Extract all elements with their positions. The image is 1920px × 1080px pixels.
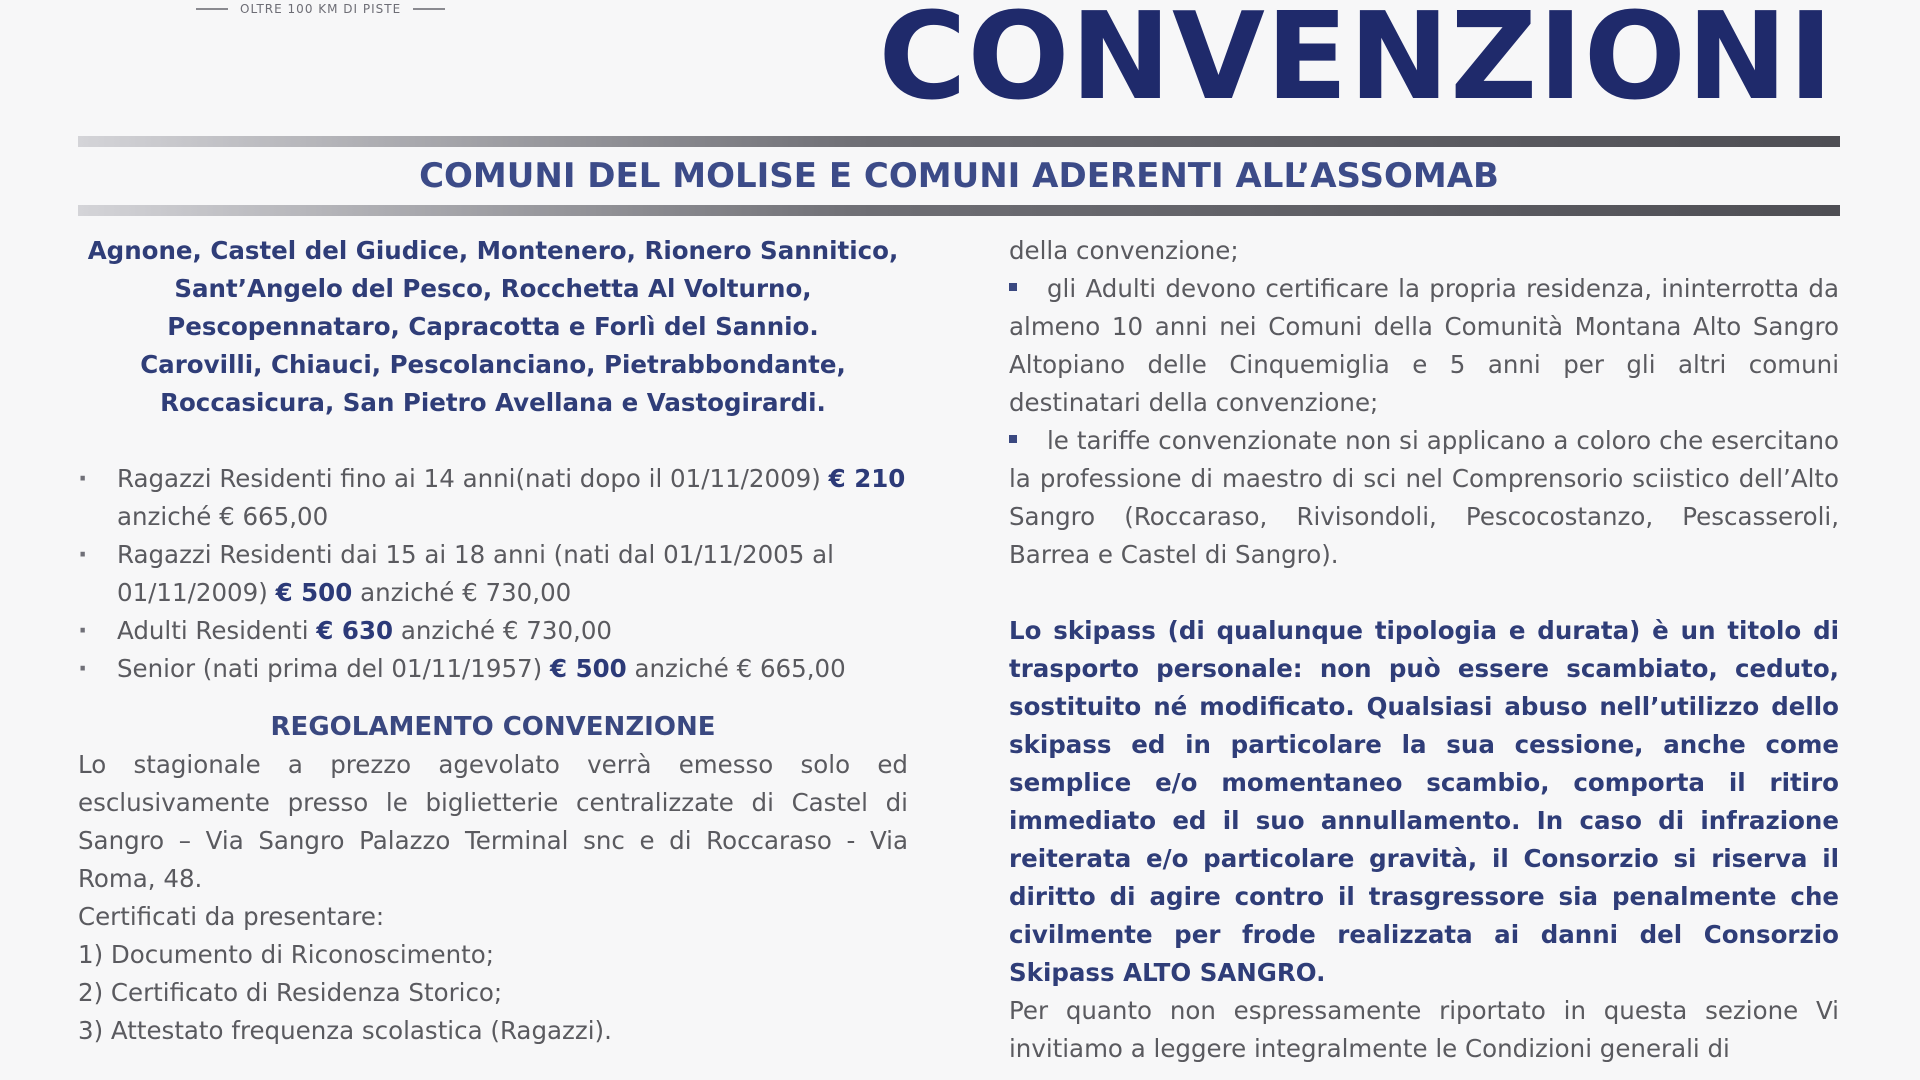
certificati-list [78, 936, 908, 1050]
certificato-item: 3) Attestato frequenza scolastica (Ragazzi). [78, 1016, 612, 1045]
towns-list [78, 232, 908, 422]
certificati-label: Certificati da presentare: [78, 902, 385, 931]
price-value: € 500 [275, 578, 353, 607]
towns-line: Agnone, Castel del Giudice, Montenero, Rionero Sannitico, [87, 236, 899, 265]
price-item [78, 460, 908, 536]
tagline-rule-left [196, 8, 228, 10]
page-title: CONVENZIONI [878, 0, 1834, 127]
price-value: € 210 [828, 464, 906, 493]
square-bullet-icon [1009, 283, 1017, 291]
price-list [78, 460, 908, 688]
price-value: € 500 [550, 654, 627, 683]
condition-item [1009, 422, 1839, 574]
tagline-text: OLTRE 100 KM DI PISTE [240, 2, 402, 16]
price-description: Adulti Residenti [117, 616, 317, 645]
price-original: anziché € 730,00 [352, 578, 572, 607]
continuation-text: della convenzione; [1009, 236, 1239, 265]
left-column [78, 232, 908, 1050]
price-description: Senior (nati prima del 01/11/1957) [117, 654, 550, 683]
square-bullet-icon [1009, 435, 1017, 443]
tagline [196, 2, 445, 16]
price-original: anziché € 665,00 [117, 502, 329, 531]
towns-line: Roccasicura, San Pietro Avellana e Vastogirardi. [160, 388, 826, 417]
tagline-rule-right [413, 8, 445, 10]
certificato-item: 2) Certificato di Residenza Storico; [78, 978, 503, 1007]
towns-line: Carovilli, Chiauci, Pescolanciano, Pietrabbondante, [140, 350, 846, 379]
condition-item [1009, 270, 1839, 422]
condition-text: gli Adulti devono certificare la propria residenza, ininterrotta da almeno 10 anni nei Comuni della Comunità Montana Alto Sangro Altopiano delle Cinquemiglia e 5 anni per gli altri comuni destinatari della convenzione; [1009, 274, 1839, 417]
price-item [78, 536, 908, 612]
divider-top [78, 136, 1840, 147]
towns-line: Pescopennataro, Capracotta e Forlì del Sannio. [167, 312, 819, 341]
price-value: € 630 [316, 616, 394, 645]
section-subtitle: COMUNI DEL MOLISE E COMUNI ADERENTI ALL’ASSOMAB [419, 156, 1499, 196]
price-description: Ragazzi Residenti dai 15 ai 18 anni (nati dal 01/11/2005 al 01/11/2009) [117, 540, 834, 607]
divider-bottom [78, 205, 1840, 216]
certificato-item: 1) Documento di Riconoscimento; [78, 940, 494, 969]
closing-text: Per quanto non espressamente riportato in questa sezione Vi invitiamo a leggere integralmente le Condizioni generali di [1009, 996, 1839, 1063]
price-item [78, 650, 908, 688]
skipass-notice: Lo skipass (di qualunque tipologia e durata) è un titolo di trasporto personale: non può essere scambiato, ceduto, sostituito né modificato. Qualsiasi abuso nell’utilizzo dello skipass ed in particolare la sua cessione, anche come semplice e/o momentaneo scambio, comporta il ritiro immediato ed il suo annullamento. In caso di infrazione reiterata e/o particolare gravità, il Consorzio si riserva il diritto di agire contro il trasgressore sia penalmente che civilmente per frode realizzata ai danni del Consorzio Skipass ALTO SANGRO. [1009, 616, 1839, 987]
regolamento-heading: REGOLAMENTO CONVENZIONE [270, 712, 716, 742]
condition-text: le tariffe convenzionate non si applicano a coloro che esercitano la professione di maestro di sci nel Comprensorio sciistico dell’Alto Sangro (Roccaraso, Rivisondoli, Pescocostanzo, Pescasseroli, Barrea e Castel di Sangro). [1009, 426, 1839, 569]
right-column [1009, 232, 1839, 1068]
price-original: anziché € 730,00 [393, 616, 613, 645]
regolamento-text: Lo stagionale a prezzo agevolato verrà emesso solo ed esclusivamente presso le biglietterie centralizzate di Castel di Sangro – Via Sangro Palazzo Terminal snc e di Roccaraso - Via Roma, 48. [78, 750, 908, 893]
price-description: Ragazzi Residenti fino ai 14 anni(nati dopo il 01/11/2009) [117, 464, 829, 493]
towns-line: Sant’Angelo del Pesco, Rocchetta Al Volturno, [174, 274, 812, 303]
condition-list [1009, 270, 1839, 574]
price-original: anziché € 665,00 [626, 654, 846, 683]
price-item [78, 612, 908, 650]
